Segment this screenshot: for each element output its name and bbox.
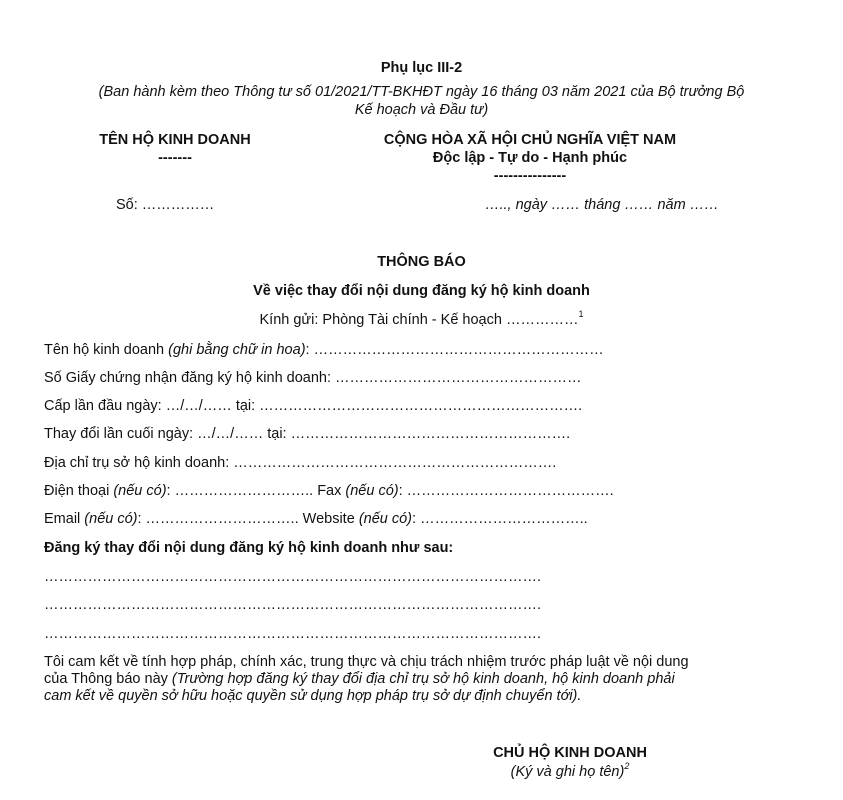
commitment-line-2-plain: của Thông báo này <box>44 671 172 687</box>
field-first-issue: Cấp lần đầu ngày: …/…/…… tại: …………………………………………………………. <box>44 398 583 414</box>
recipient-text: Kính gửi: Phòng Tài chính - Kế hoạch …………… <box>259 312 579 328</box>
email-label: Email <box>44 511 85 527</box>
email-optional-hint: (nếu có) <box>84 511 138 527</box>
footnote-ref-2: 2 <box>624 761 630 771</box>
field-phone-fax <box>44 483 614 499</box>
signature-note-line <box>440 761 700 780</box>
signature-title: CHỦ HỘ KINH DOANH <box>493 745 647 761</box>
fax-label: Fax <box>317 483 346 499</box>
email-dots: : ………………………….. <box>137 511 303 527</box>
field-business-name <box>44 342 604 358</box>
phone-label: Điện thoại <box>44 483 114 499</box>
commitment-line-1: Tôi cam kết về tính hợp pháp, chính xác, trung thực và chịu trách nhiệm trước pháp luật về nội dung <box>44 654 689 670</box>
notice-subject: Về việc thay đổi nội dung đăng ký hộ kinh doanh <box>253 283 590 299</box>
changes-line-2: …………………………………………………………………………………………. <box>44 597 542 613</box>
commitment-line-2 <box>44 671 675 687</box>
phone-optional-hint: (nếu có) <box>113 483 167 499</box>
fax-optional-hint: (nếu có) <box>345 483 399 499</box>
website-dots: : …………………………….. <box>412 511 588 527</box>
republic-heading: CỘNG HÒA XÃ HỘI CHỦ NGHĨA VIỆT NAM <box>383 132 677 148</box>
website-optional-hint: (nếu có) <box>358 511 413 527</box>
signature-note: (Ký và ghi họ tên) <box>510 764 625 780</box>
phone-dots: : ……………………….. <box>166 483 318 499</box>
business-name-hint: (ghi bằng chữ in hoa) <box>168 342 306 358</box>
changes-line-1: …………………………………………………………………………………………. <box>44 569 542 585</box>
fax-dots: : ……………………………………. <box>398 483 614 499</box>
commitment-line-3: cam kết về quyền sở hữu hoặc quyền sử dụng hợp pháp trụ sở dự định chuyển tới). <box>44 688 582 704</box>
changes-heading: Đăng ký thay đổi nội dung đăng ký hộ kinh doanh như sau: <box>44 540 454 556</box>
website-label: Website <box>302 511 359 527</box>
issued-line-1: (Ban hành kèm theo Thông tư số 01/2021/TT-BKHĐT ngày 16 tháng 03 năm 2021 của Bộ trưởng Bộ <box>98 84 745 100</box>
field-last-change: Thay đổi lần cuối ngày: …/…/…… tại: …………………………………………………. <box>44 426 571 442</box>
business-name-label: Tên hộ kinh doanh <box>44 342 169 358</box>
date-line: ….., ngày …… tháng …… năm …… <box>485 197 719 213</box>
footnote-ref-1: 1 <box>578 309 584 319</box>
document-number: Số: …………… <box>116 197 215 213</box>
field-certificate-number: Số Giấy chứng nhận đăng ký hộ kinh doanh: …………………………………………… <box>44 370 582 386</box>
right-dash: --------------- <box>493 168 567 184</box>
issued-line-2: Kế hoạch và Đầu tư) <box>354 102 489 118</box>
recipient-line <box>0 309 843 328</box>
motto: Độc lập - Tự do - Hạnh phúc <box>432 150 628 166</box>
appendix-title: Phụ lục III-2 <box>380 60 463 76</box>
changes-line-3: …………………………………………………………………………………………. <box>44 626 542 642</box>
business-name-dots: : …………………………………………………… <box>305 342 604 358</box>
field-address: Địa chỉ trụ sở hộ kinh doanh: …………………………………………………………. <box>44 455 557 471</box>
notice-title: THÔNG BÁO <box>377 254 466 270</box>
business-name-heading: TÊN HỘ KINH DOANH <box>99 132 251 148</box>
field-email-website <box>44 511 588 527</box>
left-dash: ------- <box>158 150 192 166</box>
commitment-line-2-italic: (Trường hợp đăng ký thay đổi địa chỉ trụ sở hộ kinh doanh, hộ kinh doanh phải <box>171 671 675 687</box>
